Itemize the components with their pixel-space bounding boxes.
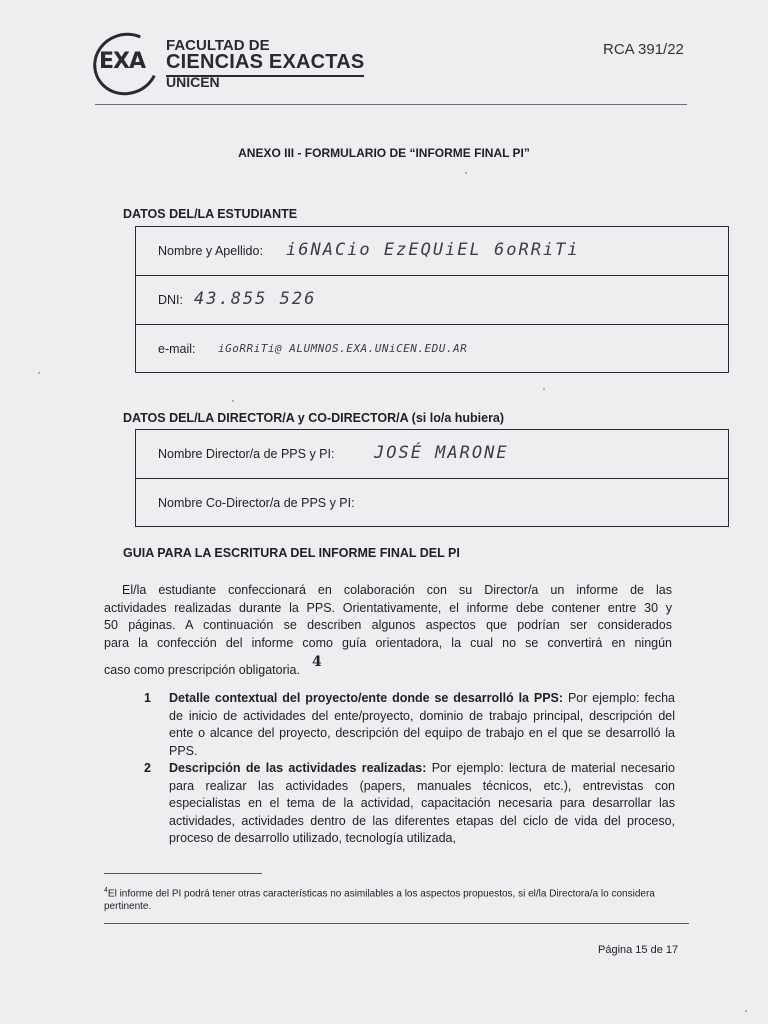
annex-title: ANEXO III - FORMULARIO DE “INFORME FINAL PI” — [238, 146, 530, 160]
guide-item — [104, 690, 675, 760]
faculty-line-3: UNICEN — [166, 74, 220, 90]
footnote-text: El informe del PI podrá tener otras características no asimilables a los aspectos propuestos, si el/la Directora/a lo considera pertinente. — [104, 888, 655, 913]
faculty-line-1: FACULTAD DE — [166, 37, 270, 54]
intro-line: para la confección del informe como guía orientadora, la cual no se convertirá en ningún — [104, 635, 672, 650]
guide-intro-paragraph — [104, 582, 672, 680]
student-dni-label: DNI: — [158, 293, 183, 307]
intro-line: 50 páginas. A continuación se describen algunos aspectos que podrían ser considerados — [104, 618, 672, 632]
footer-divider — [104, 923, 689, 924]
director-name-label: Nombre Director/a de PPS y PI: — [158, 447, 335, 461]
intro-line: actividades realizadas durante la PPS. Orientativamente, el informe debe contener entre 30 y — [104, 600, 672, 615]
guide-section-title: GUIA PARA LA ESCRITURA DEL INFORME FINAL DEL PI — [123, 546, 460, 560]
codirector-name-row — [136, 479, 728, 526]
director-section-title: DATOS DEL/LA DIRECTOR/A y CO-DIRECTOR/A (si lo/a hubiera) — [123, 411, 505, 425]
faculty-line-2: CIENCIAS EXACTAS — [166, 51, 364, 77]
document-reference: RCA 391/22 — [603, 41, 684, 58]
director-name-value: JOSÉ MARONE — [374, 443, 509, 463]
scan-speck — [745, 1010, 747, 1012]
scan-speck — [465, 172, 467, 174]
student-dni-row — [136, 276, 728, 325]
scan-speck — [232, 400, 234, 402]
student-name-value: i6NACio EzEQUiEL 6oRRiTi — [286, 240, 580, 260]
student-email-row — [136, 325, 728, 372]
guide-item-body — [169, 760, 675, 848]
scan-speck — [38, 372, 40, 374]
footnote-mark: 4 — [312, 654, 322, 670]
student-email-value: iGoRRiTi@ ALUMNOS.EXA.UNiCEN.EDU.AR — [218, 341, 468, 355]
guide-item-body — [169, 690, 675, 760]
header-divider — [95, 104, 687, 105]
guide-item-number: 2 — [144, 761, 151, 775]
director-data-table — [135, 429, 729, 527]
footnote-number: 4 — [104, 887, 108, 894]
intro-line: El/la estudiante confeccionará en colaboración con su Director/a un informe de las — [122, 583, 672, 597]
student-name-label: Nombre y Apellido: — [158, 244, 263, 258]
director-name-row — [136, 430, 728, 479]
footnote-divider — [104, 873, 262, 874]
footnote — [104, 884, 684, 913]
guide-item-text: Por ejemplo: fecha de inicio de actividades del ente/proyecto, dominio de trabajo principal, descripción del ente o alcance del proyecto, descripción del equipo de trabajo en el que se desarrolló la PPS. — [169, 691, 675, 758]
student-section-title: DATOS DEL/LA ESTUDIANTE — [123, 207, 298, 221]
guide-item-heading: Descripción de las actividades realizadas: — [169, 761, 427, 775]
intro-line: caso como prescripción obligatoria. — [104, 663, 300, 677]
student-name-row — [136, 227, 728, 276]
guide-item-number: 1 — [144, 691, 151, 705]
student-data-table — [135, 226, 729, 373]
guide-item-text: Por ejemplo: lectura de material necesario para realizar las actividades (papers, manuales técnicos, etc.), entrevistas con especialistas en el tema de la actividad, capacitación necesaria para desarrollar las actividades, actividades dentro de las diferentes etapas del ciclo de vida del proceso, proceso de desarrollo utilizado, tecnología utilizada, — [169, 761, 675, 845]
student-email-label: e-mail: — [158, 341, 196, 356]
scan-speck — [543, 388, 545, 390]
student-dni-value: 43.855 526 — [194, 289, 317, 309]
exa-logo — [93, 33, 157, 93]
guide-item — [104, 760, 675, 850]
logo-text: EXA — [99, 49, 146, 74]
page-number: Página 15 de 17 — [598, 944, 679, 956]
codirector-name-label: Nombre Co-Director/a de PPS y PI: — [158, 495, 355, 510]
guide-item-heading: Detalle contextual del proyecto/ente donde se desarrolló la PPS: — [169, 691, 564, 705]
